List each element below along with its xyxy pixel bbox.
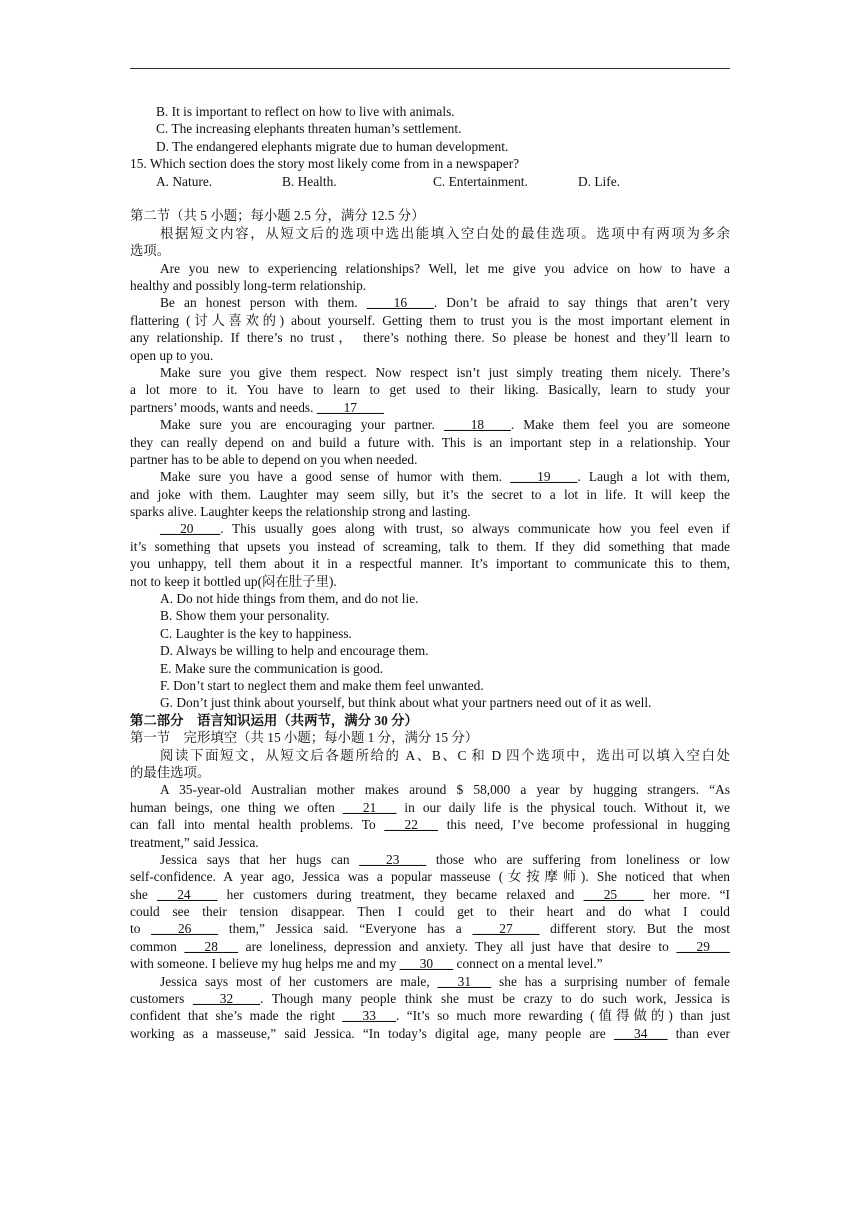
text-line: treatment,” said Jessica. bbox=[130, 834, 259, 850]
blank-number: ___21___ bbox=[342, 799, 397, 815]
text-segment: are loneliness, depression and anxiety. They all just have that desire to bbox=[238, 938, 677, 954]
text-segment: confident that she’s made the right bbox=[130, 1008, 343, 1024]
text-segment: Jessica says most of her customers are male, bbox=[160, 973, 438, 989]
text-segment: can fall into mental health problems. To bbox=[130, 817, 385, 833]
text-line: sparks alive. Laughter keeps the relationship strong and lasting. bbox=[130, 504, 471, 520]
text-line: B. It is important to reflect on how to live with animals. bbox=[156, 104, 455, 119]
blank-number: ___30___ bbox=[399, 956, 454, 972]
text-segment: human beings, one thing we often bbox=[130, 799, 343, 815]
blank-number: ____26____ bbox=[151, 921, 219, 937]
blank-number: ____32____ bbox=[192, 991, 260, 1007]
text-line: they can really depend on and build a future with. This is an important step in a relationship. Your bbox=[130, 434, 730, 450]
text-segment: those who are suffering from loneliness or low bbox=[426, 851, 730, 867]
text-segment: with someone. I believe my hug helps me and my bbox=[130, 956, 400, 972]
text-line: 的最佳选项。 bbox=[130, 764, 211, 780]
text-line: 15. Which section does the story most likely come from in a newspaper? bbox=[130, 156, 520, 172]
text-line: C. The increasing elephants threaten human’s settlement. bbox=[156, 121, 462, 137]
text-line: you unhappy, tell them about it in a respectful manner. It’s important to communicate this to them, bbox=[130, 556, 730, 572]
blank-number: ___20____ bbox=[160, 521, 221, 537]
blank-number: ____23____ bbox=[359, 851, 427, 867]
text-segment: working as a masseuse,” said Jessica. “In today’s digital age, many people are bbox=[130, 1025, 614, 1041]
text-line: it’s something that upsets you instead of screaming, talk to them. If they did something that made bbox=[130, 538, 730, 554]
text-segment: Make sure you are encouraging your partner. bbox=[160, 417, 444, 433]
text-line: Are you new to experiencing relationships? Well, let me give you advice on how to have a bbox=[160, 260, 730, 276]
text-segment: Be an honest person with them. bbox=[160, 295, 367, 311]
text-segment: her more. “I bbox=[643, 886, 730, 902]
text-segment: than ever bbox=[667, 1025, 731, 1041]
text-line bbox=[130, 799, 730, 816]
text-line bbox=[130, 938, 730, 955]
text-line: D. The endangered elephants migrate due to human development. bbox=[156, 138, 509, 154]
text-line bbox=[130, 990, 730, 1007]
text-line: C. Laughter is the key to happiness. bbox=[160, 625, 352, 641]
text-line bbox=[130, 973, 730, 990]
blank-number: ___28___ bbox=[184, 938, 239, 954]
text-line: open up to you. bbox=[130, 347, 214, 363]
text-segment: her customers during treatment, they became relaxed and bbox=[217, 886, 584, 902]
text-line: B. Show them your personality. bbox=[160, 608, 330, 624]
text-segment: in our daily life is the physical touch. Without it, we bbox=[396, 799, 730, 815]
text-line: partner has to be able to depend on you when needed. bbox=[130, 451, 418, 467]
answer-option: B. Health. bbox=[282, 173, 337, 189]
text-segment: Jessica says that her hugs can bbox=[160, 851, 360, 867]
text-line: A. Do not hide things from them, and do not lie. bbox=[160, 591, 419, 607]
text-line: 第二部分 语言知识运用（共两节，满分 30 分） bbox=[130, 712, 418, 728]
blank-number: ___25____ bbox=[583, 886, 644, 902]
text-segment: . “It’s so much more rewarding (值得做的) than just bbox=[395, 1008, 730, 1024]
text-line: not to keep it bottled up(闷在肚子里). bbox=[130, 573, 337, 589]
answer-option: C. Entertainment. bbox=[433, 173, 528, 189]
blank-number: ____17____ bbox=[316, 399, 384, 415]
text-line: any relationship. If there’s no trust， there’s nothing there. So please be honest and they’ll learn to bbox=[130, 330, 730, 346]
text-line: 阅读下面短文，从短文后各题所给的 A、B、C 和 D 四个选项中，选出可以填入空白处 bbox=[160, 747, 730, 763]
text-line bbox=[130, 816, 730, 833]
text-line bbox=[130, 955, 730, 972]
text-segment: . Make them feel you are someone bbox=[510, 417, 730, 433]
text-line: E. Make sure the communication is good. bbox=[160, 660, 384, 676]
text-line: and joke with them. Laughter may seem silly, but it’s the secret to a lot in life. It will keep the bbox=[130, 486, 730, 502]
blank-number: ___29___ bbox=[676, 938, 730, 954]
text-line: 第二节（共 5 小题；每小题 2.5 分，满分 12.5 分） bbox=[130, 208, 425, 224]
text-segment: to bbox=[130, 921, 152, 937]
blank-number: ___34___ bbox=[613, 1025, 668, 1041]
text-line: D. Always be willing to help and encourage them. bbox=[160, 643, 429, 659]
text-line: 第一节 完形填空（共 15 小题；每小题 1 分，满分 15 分） bbox=[130, 730, 479, 746]
text-line: 根据短文内容，从短文后的选项中选出能填入空白处的最佳选项。选项中有两项为多余 bbox=[160, 225, 730, 241]
text-line: could see their tension disappear. Then I could get to their heart and do what I could bbox=[130, 904, 730, 920]
text-line bbox=[130, 399, 730, 416]
text-line bbox=[130, 886, 730, 903]
text-segment: . This usually goes along with trust, so always communicate how you feel even if bbox=[220, 521, 730, 537]
text-line bbox=[130, 173, 730, 190]
text-segment: customers bbox=[130, 991, 193, 1007]
text-segment: partners’ moods, wants and needs. bbox=[130, 399, 317, 415]
text-line: G. Don’t just think about yourself, but think about what your partners need out of it as well. bbox=[160, 695, 652, 711]
blank-number: ___22___ bbox=[384, 817, 438, 833]
blank-number: ____16____ bbox=[366, 295, 434, 311]
text-line: flattering (讨人喜欢的) about yourself. Getting them to trust you is the most important element in bbox=[130, 312, 730, 328]
text-line: a lot more to it. You have to learn to get used to their liking. Basically, learn to study your bbox=[130, 382, 730, 398]
answer-option: A. Nature. bbox=[156, 173, 213, 189]
text-segment: this need, I’ve become professional in hugging bbox=[437, 817, 730, 833]
text-line: F. Don’t start to neglect them and make them feel unwanted. bbox=[160, 678, 484, 693]
text-segment: . Though many people think she must be crazy to do such work, Jessica is bbox=[259, 991, 730, 1007]
text-line bbox=[130, 520, 730, 537]
text-segment: different story. But the most bbox=[539, 921, 730, 937]
text-line: Make sure you give them respect. Now respect isn’t just simply treating them nicely. There’s bbox=[160, 364, 730, 380]
text-segment: common bbox=[130, 938, 185, 954]
text-segment: connect on a mental level.” bbox=[453, 956, 603, 972]
answer-option: D. Life. bbox=[578, 173, 621, 189]
text-segment: she bbox=[130, 886, 158, 902]
blank-number: ____27____ bbox=[472, 921, 540, 937]
text-line bbox=[130, 1025, 730, 1042]
document-body bbox=[130, 103, 730, 1042]
text-line bbox=[130, 851, 730, 868]
text-line: A 35-year-old Australian mother makes around $ 58,000 a year by hugging strangers. “As bbox=[160, 782, 730, 798]
text-line bbox=[130, 920, 730, 937]
blank-number: ___31___ bbox=[437, 973, 492, 989]
text-segment: . Laugh a lot with them, bbox=[577, 469, 730, 485]
text-segment: Make sure you have a good sense of humor with them. bbox=[160, 469, 511, 485]
text-segment: she has a surprising number of female bbox=[491, 973, 730, 989]
text-line bbox=[130, 468, 730, 485]
text-line bbox=[130, 416, 730, 433]
text-line: healthy and possibly long-term relationship. bbox=[130, 278, 367, 294]
text-line: self-confidence. A year ago, Jessica was a popular masseuse (女按摩师). She noticed that when bbox=[130, 869, 730, 885]
header-rule bbox=[130, 68, 730, 69]
blank-number: ___33___ bbox=[342, 1008, 396, 1024]
text-segment: them,” Jessica said. “Everyone has a bbox=[218, 921, 473, 937]
text-line bbox=[130, 1007, 730, 1024]
text-line: 选项。 bbox=[130, 243, 171, 259]
blank-number: ___24____ bbox=[157, 886, 218, 902]
text-line bbox=[130, 294, 730, 311]
text-segment: . Don’t be afraid to say things that aren’t very bbox=[433, 295, 730, 311]
blank-number: ____18____ bbox=[443, 417, 511, 433]
blank-number: ____19____ bbox=[510, 469, 578, 485]
